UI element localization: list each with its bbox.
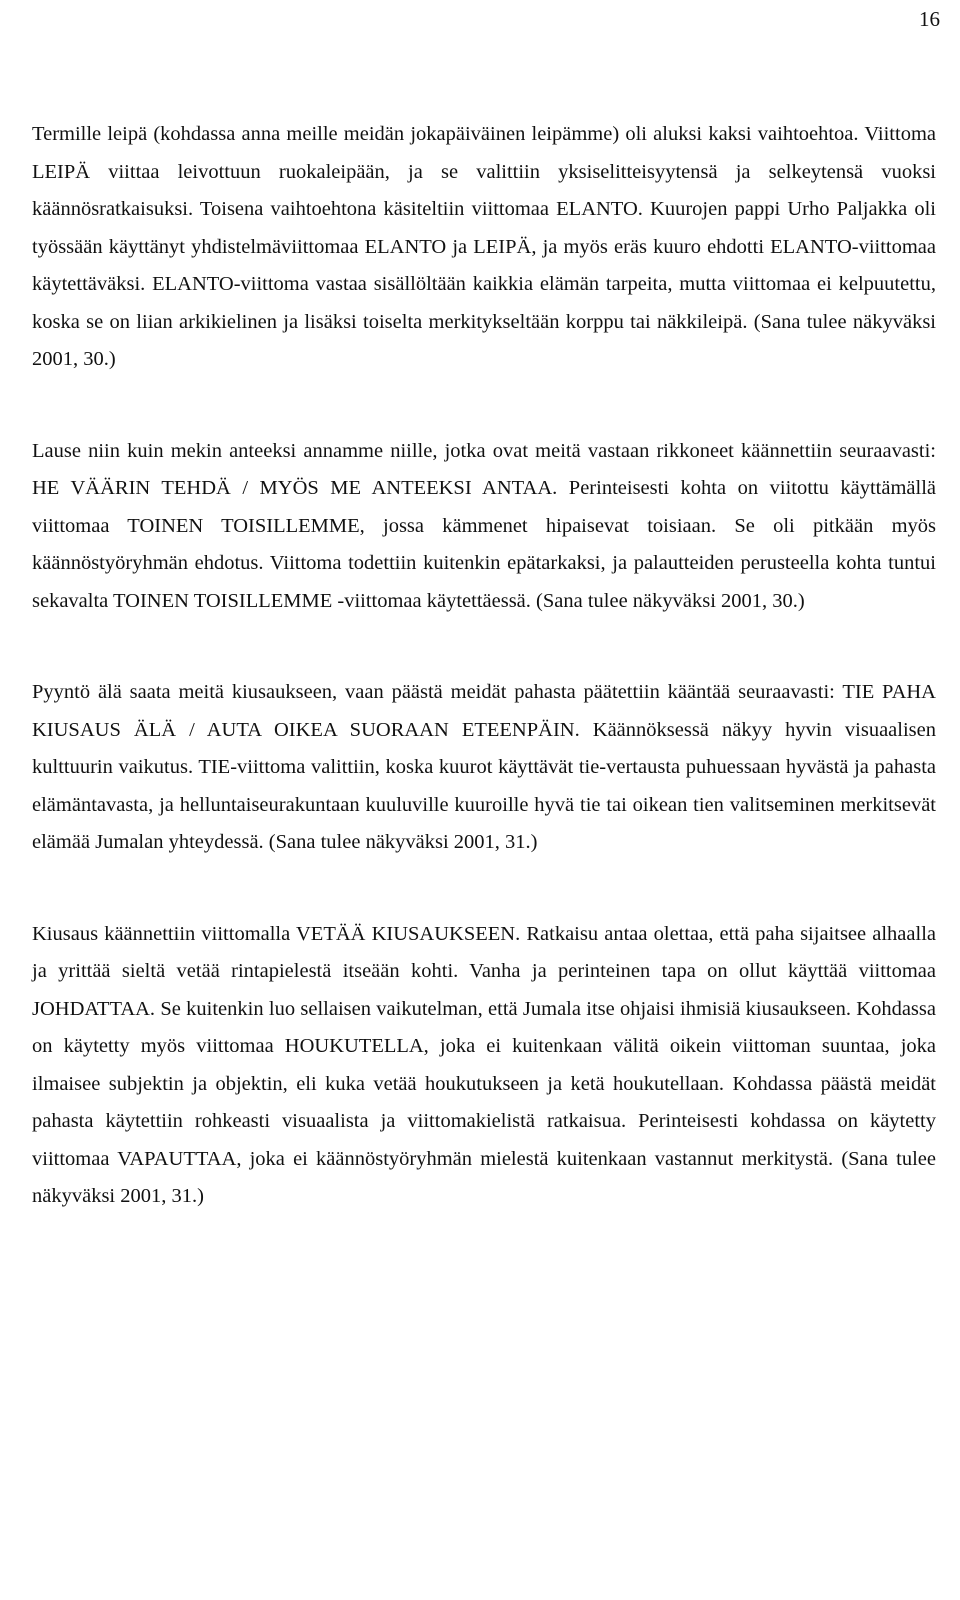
page-number: 16 <box>919 7 940 31</box>
document-body <box>32 116 936 1216</box>
paragraph: Kiusaus käännettiin viittomalla VETÄÄ KIUSAUKSEEN. Ratkaisu antaa olettaa, että paha sijaitsee alhaalla ja yrittää sieltä vetää rintapielestä itseään kohti. Vanha ja perinteinen tapa on ollut käyttää viittomaa JOHDATTAA. Se kuitenkin luo sellaisen vaikutelman, että Jumala itse ohjaisi ihmisiä kiusaukseen. Kohdassa on käytetty myös viittomaa HOUKUTELLA, joka ei kuitenkaan välitä oikein viittoman suuntaa, joka ilmaisee subjektin ja objektin, eli kuka vetää houkutukseen ja ketä houkutellaan. Kohdassa päästä meidät pahasta käytettiin rohkeasti visuaalista ja viittomakielistä ratkaisua. Perinteisesti kohdassa on käytetty viittomaa VAPAUTTAA, joka ei käännöstyöryhmän mielestä kuitenkaan vastannut merkitystä. (Sana tulee näkyväksi 2001, 31.) <box>32 922 936 1207</box>
paragraph: Pyyntö älä saata meitä kiusaukseen, vaan päästä meidät pahasta päätettiin kääntää seuraavasti: TIE PAHA KIUSAUS ÄLÄ / AUTA OIKEA SUORAAN ETEENPÄIN. Käännöksessä näkyy hyvin visuaalisen kulttuurin vaikutus. TIE-viittoma valittiin, koska kuurot käyttävät tie-vertausta puhuessaan hyvästä ja pahasta elämäntavasta, ja helluntaiseurakuntaan kuuluville kuuroille hyvä tie tai oikean tien valitseminen merkitsevät elämää Jumalan yhteydessä. (Sana tulee näkyväksi 2001, 31.) <box>32 681 936 853</box>
paragraph: Termille leipä (kohdassa anna meille meidän jokapäiväinen leipämme) oli aluksi kaksi vaihtoehtoa. Viittoma LEIPÄ viittaa leivottuun ruokaleipään, ja se valittiin yksiselitteisyytensä ja selkeytensä vuoksi käännösratkaisuksi. Toisena vaihtoehtona käsiteltiin viittomaa ELANTO. Kuurojen pappi Urho Paljakka oli työssään käyttänyt yhdistelmäviittomaa ELANTO ja LEIPÄ, ja myös eräs kuuro ehdotti ELANTO-viittomaa käytettäväksi. ELANTO-viittoma vastaa sisällöltään kaikkia elämän tarpeita, mutta viittomaa ei kelpuutettu, koska se on liian arkikielinen ja lisäksi toiselta merkitykseltään korppu tai näkkileipä. (Sana tulee näkyväksi 2001, 30.) <box>32 123 936 370</box>
paragraph: Lause niin kuin mekin anteeksi annamme niille, jotka ovat meitä vastaan rikkoneet käännettiin seuraavasti: HE VÄÄRIN TEHDÄ / MYÖS ME ANTEEKSI ANTAA. Perinteisesti kohta on viitottu käyttämällä viittomaa TOINEN TOISILLEMME, jossa kämmenet hipaisevat toisiaan. Se oli pitkään myös käännöstyöryhmän ehdotus. Viittoma todettiin kuitenkin epätarkaksi, ja palautteiden perusteella kohta tuntui sekavalta TOINEN TOISILLEMME -viittomaa käytettäessä. (Sana tulee näkyväksi 2001, 30.) <box>32 439 936 612</box>
